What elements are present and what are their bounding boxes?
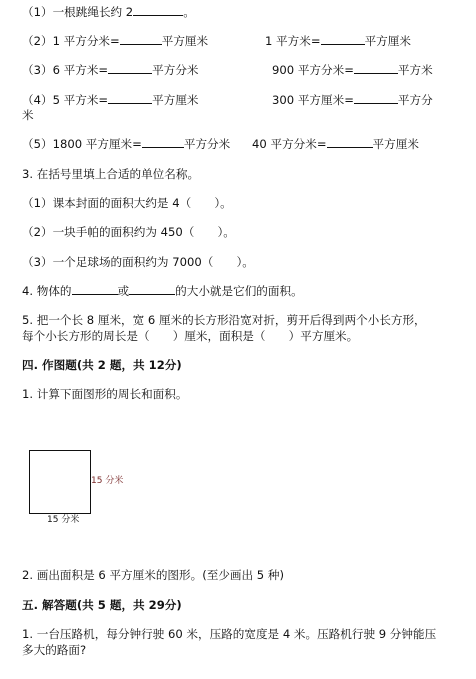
fill-item-3-right: 900 平方分米= 平方米 — [272, 63, 433, 77]
answer-blank[interactable] — [129, 283, 175, 295]
question-3-item-3: （3）一个足球场的面积约为 7000（ ）。 — [22, 255, 254, 269]
section-4-title: 四. 作图题(共 2 题，共 12分) — [22, 358, 182, 372]
section-4-question-1: 1. 计算下面图形的周长和面积。 — [22, 387, 188, 401]
question-3-item-1: （1）课本封面的面积大约是 4（ ）。 — [22, 196, 232, 210]
answer-blank[interactable] — [108, 92, 152, 104]
answer-blank[interactable] — [120, 33, 162, 45]
answer-blank[interactable] — [72, 283, 118, 295]
section-5-question-1-line-2: 多大的路面? — [22, 643, 87, 657]
fill-item-4-right: 300 平方厘米= 平方分 — [272, 93, 433, 107]
answer-blank[interactable] — [354, 92, 398, 104]
question-5-line-2: 每个小长方形的周长是（ ）厘米，面积是（ ）平方厘米。 — [22, 329, 359, 343]
answer-blank[interactable] — [321, 33, 365, 45]
dimension-label-right: 15 分米 — [91, 476, 124, 486]
answer-blank[interactable] — [354, 62, 398, 74]
answer-blank[interactable] — [327, 136, 373, 148]
fill-item-5-right: 40 平方分米= 平方厘米 — [252, 137, 419, 151]
fill-item-4-left: （4）5 平方米= 平方厘米 — [22, 93, 199, 107]
fill-item-2-right: 1 平方米= 平方厘米 — [265, 34, 411, 48]
fill-item-1: （1）一根跳绳长约 2 。 — [22, 5, 195, 19]
question-3-title: 3. 在括号里填上合适的单位名称。 — [22, 167, 200, 181]
fill-item-2-left: （2）1 平方分米= 平方厘米 — [22, 34, 209, 48]
section-4-question-2: 2. 画出面积是 6 平方厘米的图形。(至少画出 5 种) — [22, 568, 284, 582]
answer-blank[interactable] — [133, 4, 183, 16]
question-4: 4. 物体的 或 的大小就是它们的面积。 — [22, 284, 303, 298]
section-5-question-1-line-1: 1. 一台压路机，每分钟行驶 60 米，压路的宽度是 4 米。压路机行驶 9 分钟能压 — [22, 627, 437, 641]
square-figure — [29, 450, 91, 514]
answer-blank[interactable] — [142, 136, 184, 148]
fill-item-3-left: （3）6 平方米= 平方分米 — [22, 63, 199, 77]
fill-item-4-wrap: 米 — [22, 108, 34, 122]
dimension-label-bottom: 15 分米 — [47, 515, 80, 525]
section-5-title: 五. 解答题(共 5 题，共 29分) — [22, 598, 182, 612]
answer-blank[interactable] — [108, 62, 152, 74]
fill-item-1-text: （1）一根跳绳长约 2 — [22, 5, 134, 19]
fill-item-5-left: （5）1800 平方厘米= 平方分米 — [22, 137, 231, 151]
question-3-item-2: （2）一块手帕的面积约为 450（ ）。 — [22, 225, 235, 239]
question-5-line-1: 5. 把一个长 8 厘米，宽 6 厘米的长方形沿宽对折，剪开后得到两个小长方形， — [22, 313, 426, 327]
